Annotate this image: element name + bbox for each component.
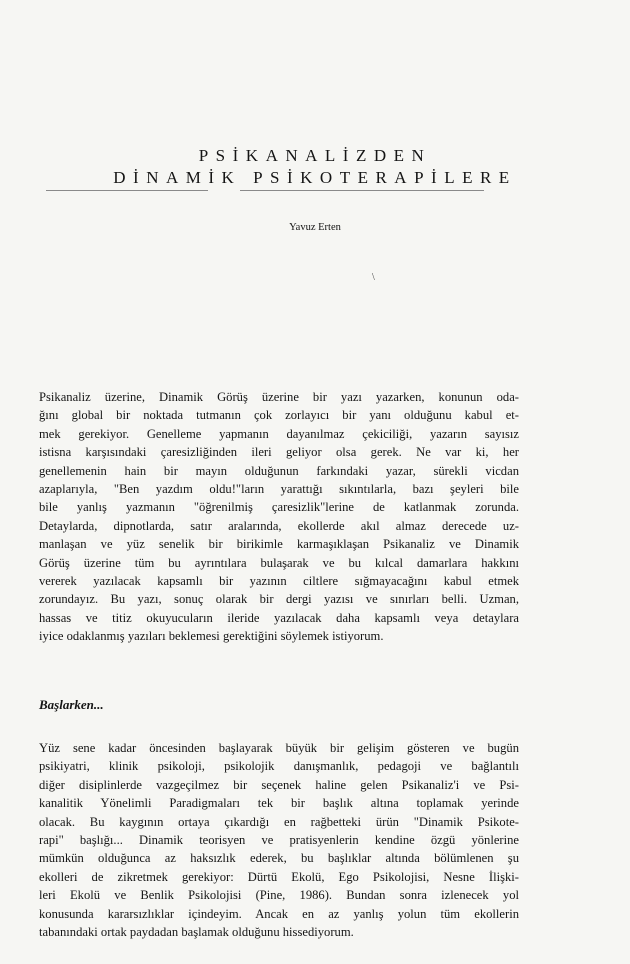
text-line: ğını global bir noktada tutmanın çok zorlayıcı bir yanı olduğunu kabul et- bbox=[39, 408, 519, 423]
text-line: konusunda kararsızlıklar içindeyim. Ancak en az yanlış yolun tüm ekollerin bbox=[39, 906, 519, 921]
article-title-line1: PSİKANALİZDEN bbox=[198, 146, 432, 165]
text-line: genellemenin hain bir mayın olduğunun farkındaki yazar, sürekli vicdan bbox=[39, 463, 519, 478]
text-line: kanalitik Yönelimli Paradigmaları tek bir başlık altına toplamak yerinde bbox=[39, 796, 519, 811]
text-line: hassas ve titiz okuyucuların ileride yazılacak daha kapsamlı veya detaylara bbox=[39, 610, 519, 625]
author-name: Yavuz Erten bbox=[289, 222, 341, 233]
text-line: bile yanlış yazmanın "öğrenilmiş çaresizlik"lerine de katlanmak zorunda. bbox=[39, 500, 519, 515]
text-line: leri Ekolü ve Benlik Psikolojisi (Pine, 1986). Bundan sonra izlenecek yol bbox=[39, 888, 519, 903]
text-line: Görüş üzerine tüm bu ayrıntılara bulaşarak ve bu kılcal damarlara hakkını bbox=[39, 555, 519, 570]
text-line: mümkün olduğunca az haksızlık ederek, bu başlıklar altında bölümlenen şu bbox=[39, 851, 519, 866]
scan-mark: \ bbox=[372, 272, 375, 283]
text-line: Yüz sene kadar öncesinden başlayarak büyük bir gelişim gösteren ve bugün bbox=[39, 741, 519, 755]
text-line: iyice odaklanmış yazıları beklemesi gerektiğini söylemek istiyorum. bbox=[39, 629, 384, 644]
text-line: olacak. Bu kaygının ortaya çıkardığı en rağbetteki ürün "Dinamik Psikote- bbox=[39, 814, 519, 829]
text-line: manlaşan ve yüz senelik bir birikimle karmaşıklaşan Psikanaliz ve Dinamik bbox=[39, 537, 519, 552]
text-line: Detaylarda, dipnotlarda, satır aralarında, ekollerde akıl almaz derecede uz- bbox=[39, 518, 519, 533]
text-line: vererek yazılacak kapsamlı bir yazının ciltlere sığmayacağını kabul etmek bbox=[39, 574, 519, 589]
text-line: rapi" başlığı... Dinamik teorisyen ve pratisyenlerin kendine özgü yönlerine bbox=[39, 833, 519, 848]
article-title-line2: DİNAMİK PSİKOTERAPİLERE bbox=[113, 168, 517, 187]
text-line: tabanındaki ortak paydadan başlamak olduğunu hissediyorum. bbox=[39, 925, 354, 940]
title-rule-left bbox=[46, 190, 208, 191]
text-line: ekolleri de zikretmek gerekiyor: Dürtü Ekolü, Ego Psikolojisi, Nesne İlişki- bbox=[39, 869, 519, 884]
section-heading: Başlarken... bbox=[39, 697, 104, 712]
text-line: istisna karşısındaki çaresizliğinden ileri geliyor olsa gerek. Ne var ki, her bbox=[39, 445, 519, 460]
text-line: psikiyatri, klinik psikoloji, psikolojik danışmanlık, pedagoji ve bağlantılı bbox=[39, 759, 519, 774]
text-line: Psikanaliz üzerine, Dinamik Görüş üzerine bir yazı yazarken, konunun oda- bbox=[39, 390, 519, 404]
paragraph-baslarken bbox=[39, 739, 519, 941]
text-line: zorundayız. Bu yazı, sonuç olarak bir dergi yazısı ve sınırları belli. Uzman, bbox=[39, 592, 519, 607]
text-line: azaplarıyla, "Ben yazdım oldu!"ların yarattığı sıkıntılarla, bazı şeyleri bile bbox=[39, 482, 519, 497]
text-line: diğer disiplinlerde vazgeçilmez bir seçenek haline gelen Psikanaliz'i ve Psi- bbox=[39, 777, 519, 792]
paragraph-intro bbox=[39, 388, 519, 646]
text-line: mek gerekiyor. Genelleme yapmanın dayanılmaz çekiciliği, yazarın sayısız bbox=[39, 426, 519, 441]
title-rule-right bbox=[240, 190, 484, 191]
